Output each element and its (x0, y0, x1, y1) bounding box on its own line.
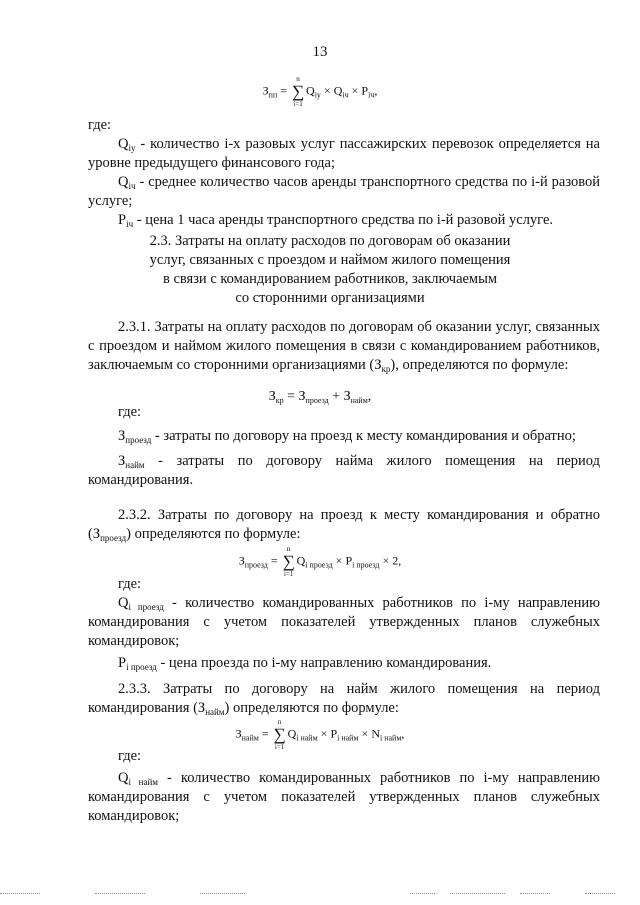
formula-subscript: iч (368, 90, 375, 100)
sum-sign: n ∑ i=1 (273, 726, 287, 743)
multiply-sign: × (320, 83, 334, 98)
formula-subscript: проезд (244, 560, 268, 570)
formula-subscript: проезд (305, 396, 329, 405)
page-number: 13 (312, 44, 328, 60)
paragraph-text: 2.3.2. Затраты по договору на проезд к месту командирования и обратно (З (88, 507, 600, 542)
formula-subscript: пп (268, 90, 278, 100)
paragraph-2-3-3 (88, 680, 600, 718)
paragraph-text: 2.3.3. Затраты по договору на найм жилого помещения на период командирования (З (88, 681, 600, 716)
equals-sign: = (277, 83, 291, 98)
definition-text: - цена проезда по i-му направлению командирования. (156, 655, 492, 671)
formula-term: P (361, 83, 369, 98)
definition-text: - количество командированных работников по i-му направлению командирования с учетом показателей утвержденных планов служебных командировок; (88, 595, 600, 649)
formula-travel-cost (0, 545, 640, 578)
formula-symbol: З (238, 553, 245, 568)
definitions-2-3-3 (88, 747, 600, 826)
symbol: Q (118, 595, 129, 611)
scan-artifact (200, 893, 245, 895)
formula-end: , (367, 389, 372, 404)
paragraph-text: ) определяются по формуле: (224, 700, 399, 716)
symbol: Q (118, 770, 129, 786)
equals-sign: = (258, 726, 272, 741)
definitions-2-3-2 (88, 575, 600, 673)
formula-subscript: i проезд (352, 560, 380, 570)
formula-business-trip (0, 390, 640, 404)
definition-text: - затраты по договору найма жилого помещения на период командирования. (88, 453, 600, 488)
heading-line: в связи с командированием работников, заключаемым (162, 271, 498, 287)
symbol-subscript: iу (128, 143, 136, 153)
symbol: P (118, 212, 127, 228)
formula-subscript: i найм (296, 733, 318, 743)
symbol: Q (118, 136, 129, 152)
definition-text: - среднее количество часов аренды транспортного средства по i-й разовой услуге; (88, 174, 600, 209)
formula-term: Q (287, 726, 297, 741)
formula-subscript: iу (314, 90, 321, 100)
sum-upper: n (277, 718, 282, 726)
where-label: где: (88, 117, 112, 133)
sum-upper: n (286, 545, 291, 553)
symbol-subscript: найм (125, 460, 145, 470)
formula-subscript: iч (342, 90, 349, 100)
definition-q-iy (88, 135, 600, 173)
formula-term: З (298, 389, 306, 404)
definition-p-i-proezd (88, 654, 600, 673)
definition-text: - затраты по договору на проезд к месту командирования и обратно; (151, 428, 576, 444)
formula-subscript: кр (275, 396, 284, 405)
scan-artifact (585, 893, 615, 895)
formula-subscript: i найм (337, 733, 359, 743)
definition-z-proezd (88, 427, 600, 446)
definitions-2-3-1 (88, 403, 600, 490)
formula-accommodation-cost (0, 718, 640, 751)
paragraph-text: ), определяются по формуле: (390, 357, 569, 373)
paragraph-text: ) определяются по формуле: (126, 526, 301, 542)
symbol-subscript: i найм (128, 777, 158, 787)
sum-lower: i=1 (283, 570, 294, 578)
definition-text: - количество i-х разовых услуг пассажирских перевозок определяется на уровне предыдущего финансового года; (88, 136, 600, 171)
sum-sign: n ∑ i=1 (282, 553, 296, 570)
formula-symbol: З (268, 389, 276, 404)
paragraph-2-3-2 (88, 506, 600, 544)
definition-z-naim (88, 452, 600, 490)
definition-p-ich (88, 211, 600, 230)
formula-subscript: найм (241, 733, 259, 743)
definition-q-ich (88, 173, 600, 211)
definitions-transport (88, 116, 600, 230)
formula-end: , (401, 726, 405, 741)
symbol-subscript: i проезд (128, 602, 164, 612)
sum-lower: i=1 (274, 743, 285, 751)
scan-artifact (95, 893, 145, 895)
symbol-subscript: iч (128, 181, 136, 191)
symbol-subscript: проезд (125, 435, 152, 445)
symbol: З (118, 428, 126, 444)
scan-artifact (520, 893, 550, 895)
formula-term: P (330, 726, 338, 741)
equals-sign: = (267, 553, 281, 568)
equals-sign: = (283, 389, 299, 404)
section-heading (120, 232, 540, 308)
formula-subscript: найм (350, 396, 368, 405)
scan-artifact (0, 893, 40, 895)
paragraph-text: 2.3.1. Затраты на оплату расходов по договорам об оказании услуг, связанных с проездом и наймом жилого помещения в связи с командированием работников, заключаемым со сторонними организациями (З (88, 319, 600, 373)
definition-q-i-proezd (88, 594, 600, 651)
formula-subscript: i найм (379, 733, 402, 743)
formula-end: , (374, 83, 378, 98)
plus-sign: + (328, 389, 344, 404)
where-label: где: (118, 404, 142, 420)
symbol-subscript: iч (126, 219, 134, 229)
multiply-sign: × (332, 553, 346, 568)
multiply-sign: × (348, 83, 362, 98)
formula-subscript: i проезд (305, 560, 333, 570)
symbol-subscript: кр (381, 364, 391, 374)
symbol-subscript: найм (205, 707, 225, 717)
symbol: З (118, 453, 126, 469)
where-label: где: (118, 576, 142, 592)
formula-term: P (345, 553, 353, 568)
multiply-sign: × (317, 726, 331, 741)
scan-artifact (450, 893, 505, 895)
definition-text: - цена 1 часа аренды транспортного средства по i-й разовой услуге. (133, 212, 554, 228)
formula-transport-cost (0, 75, 640, 108)
formula-term: З (343, 389, 351, 404)
formula-end: × 2, (379, 553, 402, 568)
scan-artifact (410, 893, 435, 895)
formula-term: Q (306, 83, 315, 98)
symbol: Q (118, 174, 129, 190)
paragraph-2-3-1 (88, 318, 600, 375)
formula-term: Q (333, 83, 343, 98)
definition-text: - количество командированных работников по i-му направлению командирования с учетом показателей утвержденных планов служебных командировок; (88, 770, 600, 824)
symbol-subscript: i проезд (126, 662, 157, 672)
symbol: P (118, 655, 127, 671)
formula-symbol: З (235, 726, 242, 741)
formula-term: Q (296, 553, 306, 568)
heading-line: 2.3. Затраты на оплату расходов по договорам об оказании (149, 233, 511, 249)
multiply-sign: × (358, 726, 372, 741)
formula-symbol: З (262, 83, 269, 98)
where-label: где: (118, 748, 142, 764)
sum-sign: n ∑ i=1 (291, 83, 305, 100)
symbol-subscript: проезд (100, 533, 127, 543)
sum-lower: i=1 (293, 100, 303, 108)
definition-q-i-naim (88, 769, 600, 826)
sum-upper: n (296, 75, 300, 83)
heading-line: со сторонними организациями (235, 290, 425, 306)
formula-term: N (371, 726, 380, 741)
heading-line: услуг, связанных с проездом и наймом жилого помещения (149, 252, 511, 268)
